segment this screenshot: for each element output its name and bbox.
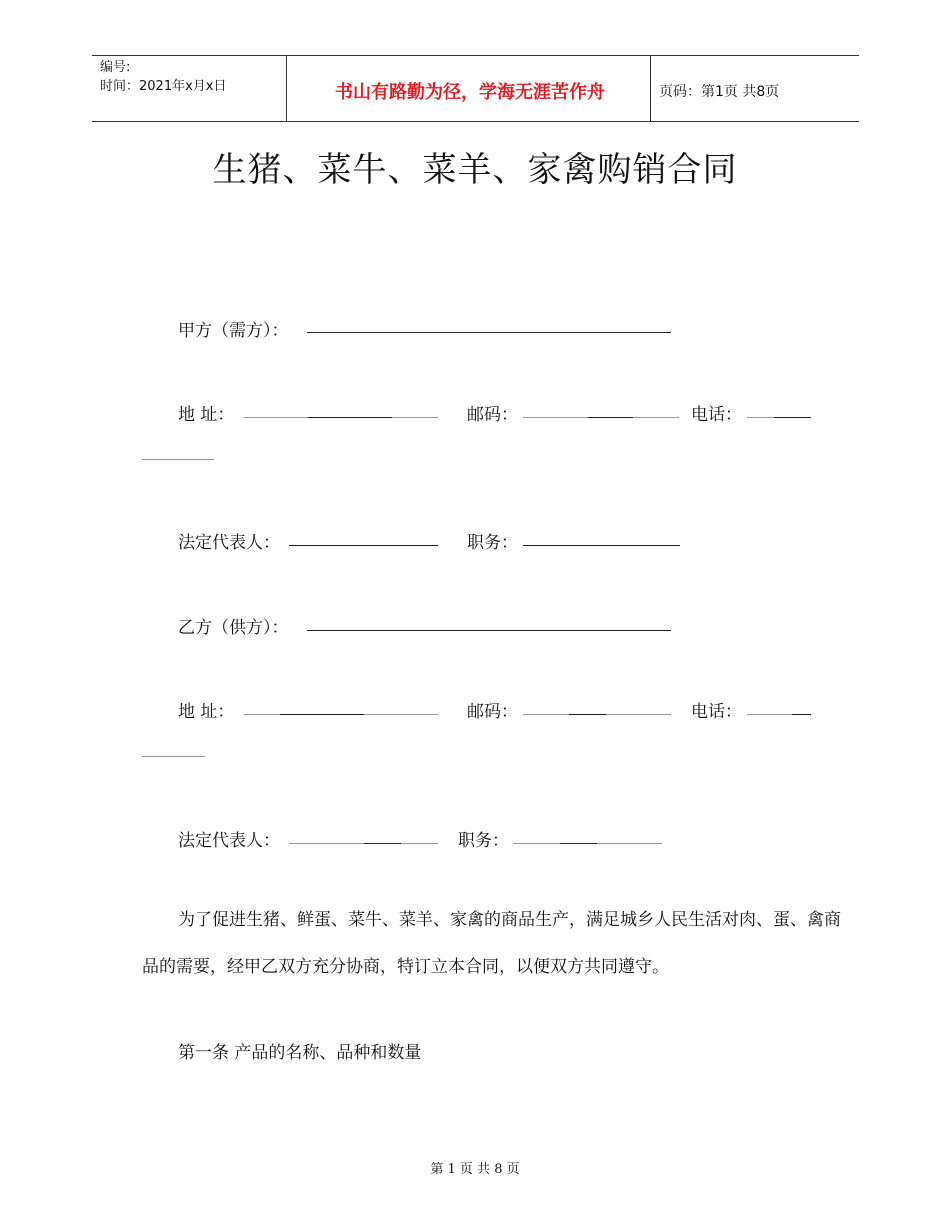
page-footer: 第 1 页 共 8 页: [430, 1162, 520, 1177]
party-a-rep-field[interactable]: [289, 545, 438, 546]
party-a-postcode-field-segment: [588, 417, 633, 418]
party-a-phone-field-continued[interactable]: [142, 459, 214, 460]
party-a-position-field[interactable]: [523, 545, 680, 546]
page-header: [92, 55, 859, 122]
party-a-label: 甲方（需方）：: [178, 321, 289, 341]
party-b-phone-field-continued[interactable]: [142, 756, 205, 757]
header-divider: [286, 56, 287, 121]
document-number-label: 编号:: [100, 60, 131, 75]
intro-paragraph: [142, 897, 842, 991]
party-a-phone-label: 电话：: [691, 405, 742, 425]
party-b-rep-field-segment: [364, 843, 401, 844]
party-b-name-field[interactable]: [307, 630, 671, 631]
party-b-address-label: 地 址：: [178, 702, 235, 722]
party-b-address-field-segment: [280, 714, 364, 715]
party-b-position-label: 职务：: [458, 831, 509, 851]
party-b-label: 乙方（供方）：: [178, 618, 289, 638]
party-a-phone-field-segment: [774, 417, 811, 418]
party-a-name-field[interactable]: [307, 332, 671, 333]
party-b-phone-field-segment: [792, 714, 811, 715]
party-a-postcode-label: 邮码：: [467, 405, 518, 425]
party-b-postcode-field-segment: [569, 714, 606, 715]
party-a-position-label: 职务：: [467, 533, 518, 553]
header-page-number: 页码：第1页 共8页: [659, 84, 780, 100]
party-a-rep-label: 法定代表人：: [178, 533, 280, 553]
article-1-heading: 第一条 产品的名称、品种和数量: [178, 1043, 422, 1063]
intro-text: 为了促进生猪、鲜蛋、菜牛、菜羊、家禽的商品生产，满足城乡人民生活对肉、蛋、禽商品的需要，经甲乙双方充分协商，特订立本合同，以便双方共同遵守。: [142, 910, 841, 977]
party-b-phone-label: 电话：: [691, 702, 742, 722]
party-b-postcode-label: 邮码：: [467, 702, 518, 722]
party-a-address-field-segment: [308, 417, 392, 418]
header-motto: 书山有路勤为径，学海无涯苦作舟: [335, 82, 605, 103]
header-meta: [100, 58, 226, 96]
party-b-rep-label: 法定代表人：: [178, 831, 280, 851]
document-title: 生猪、菜牛、菜羊、家禽购销合同: [212, 150, 738, 190]
party-a-address-label: 地 址：: [178, 405, 235, 425]
document-time-label: 时间：2021年x月x日: [100, 79, 227, 94]
party-b-position-field-segment: [560, 843, 597, 844]
